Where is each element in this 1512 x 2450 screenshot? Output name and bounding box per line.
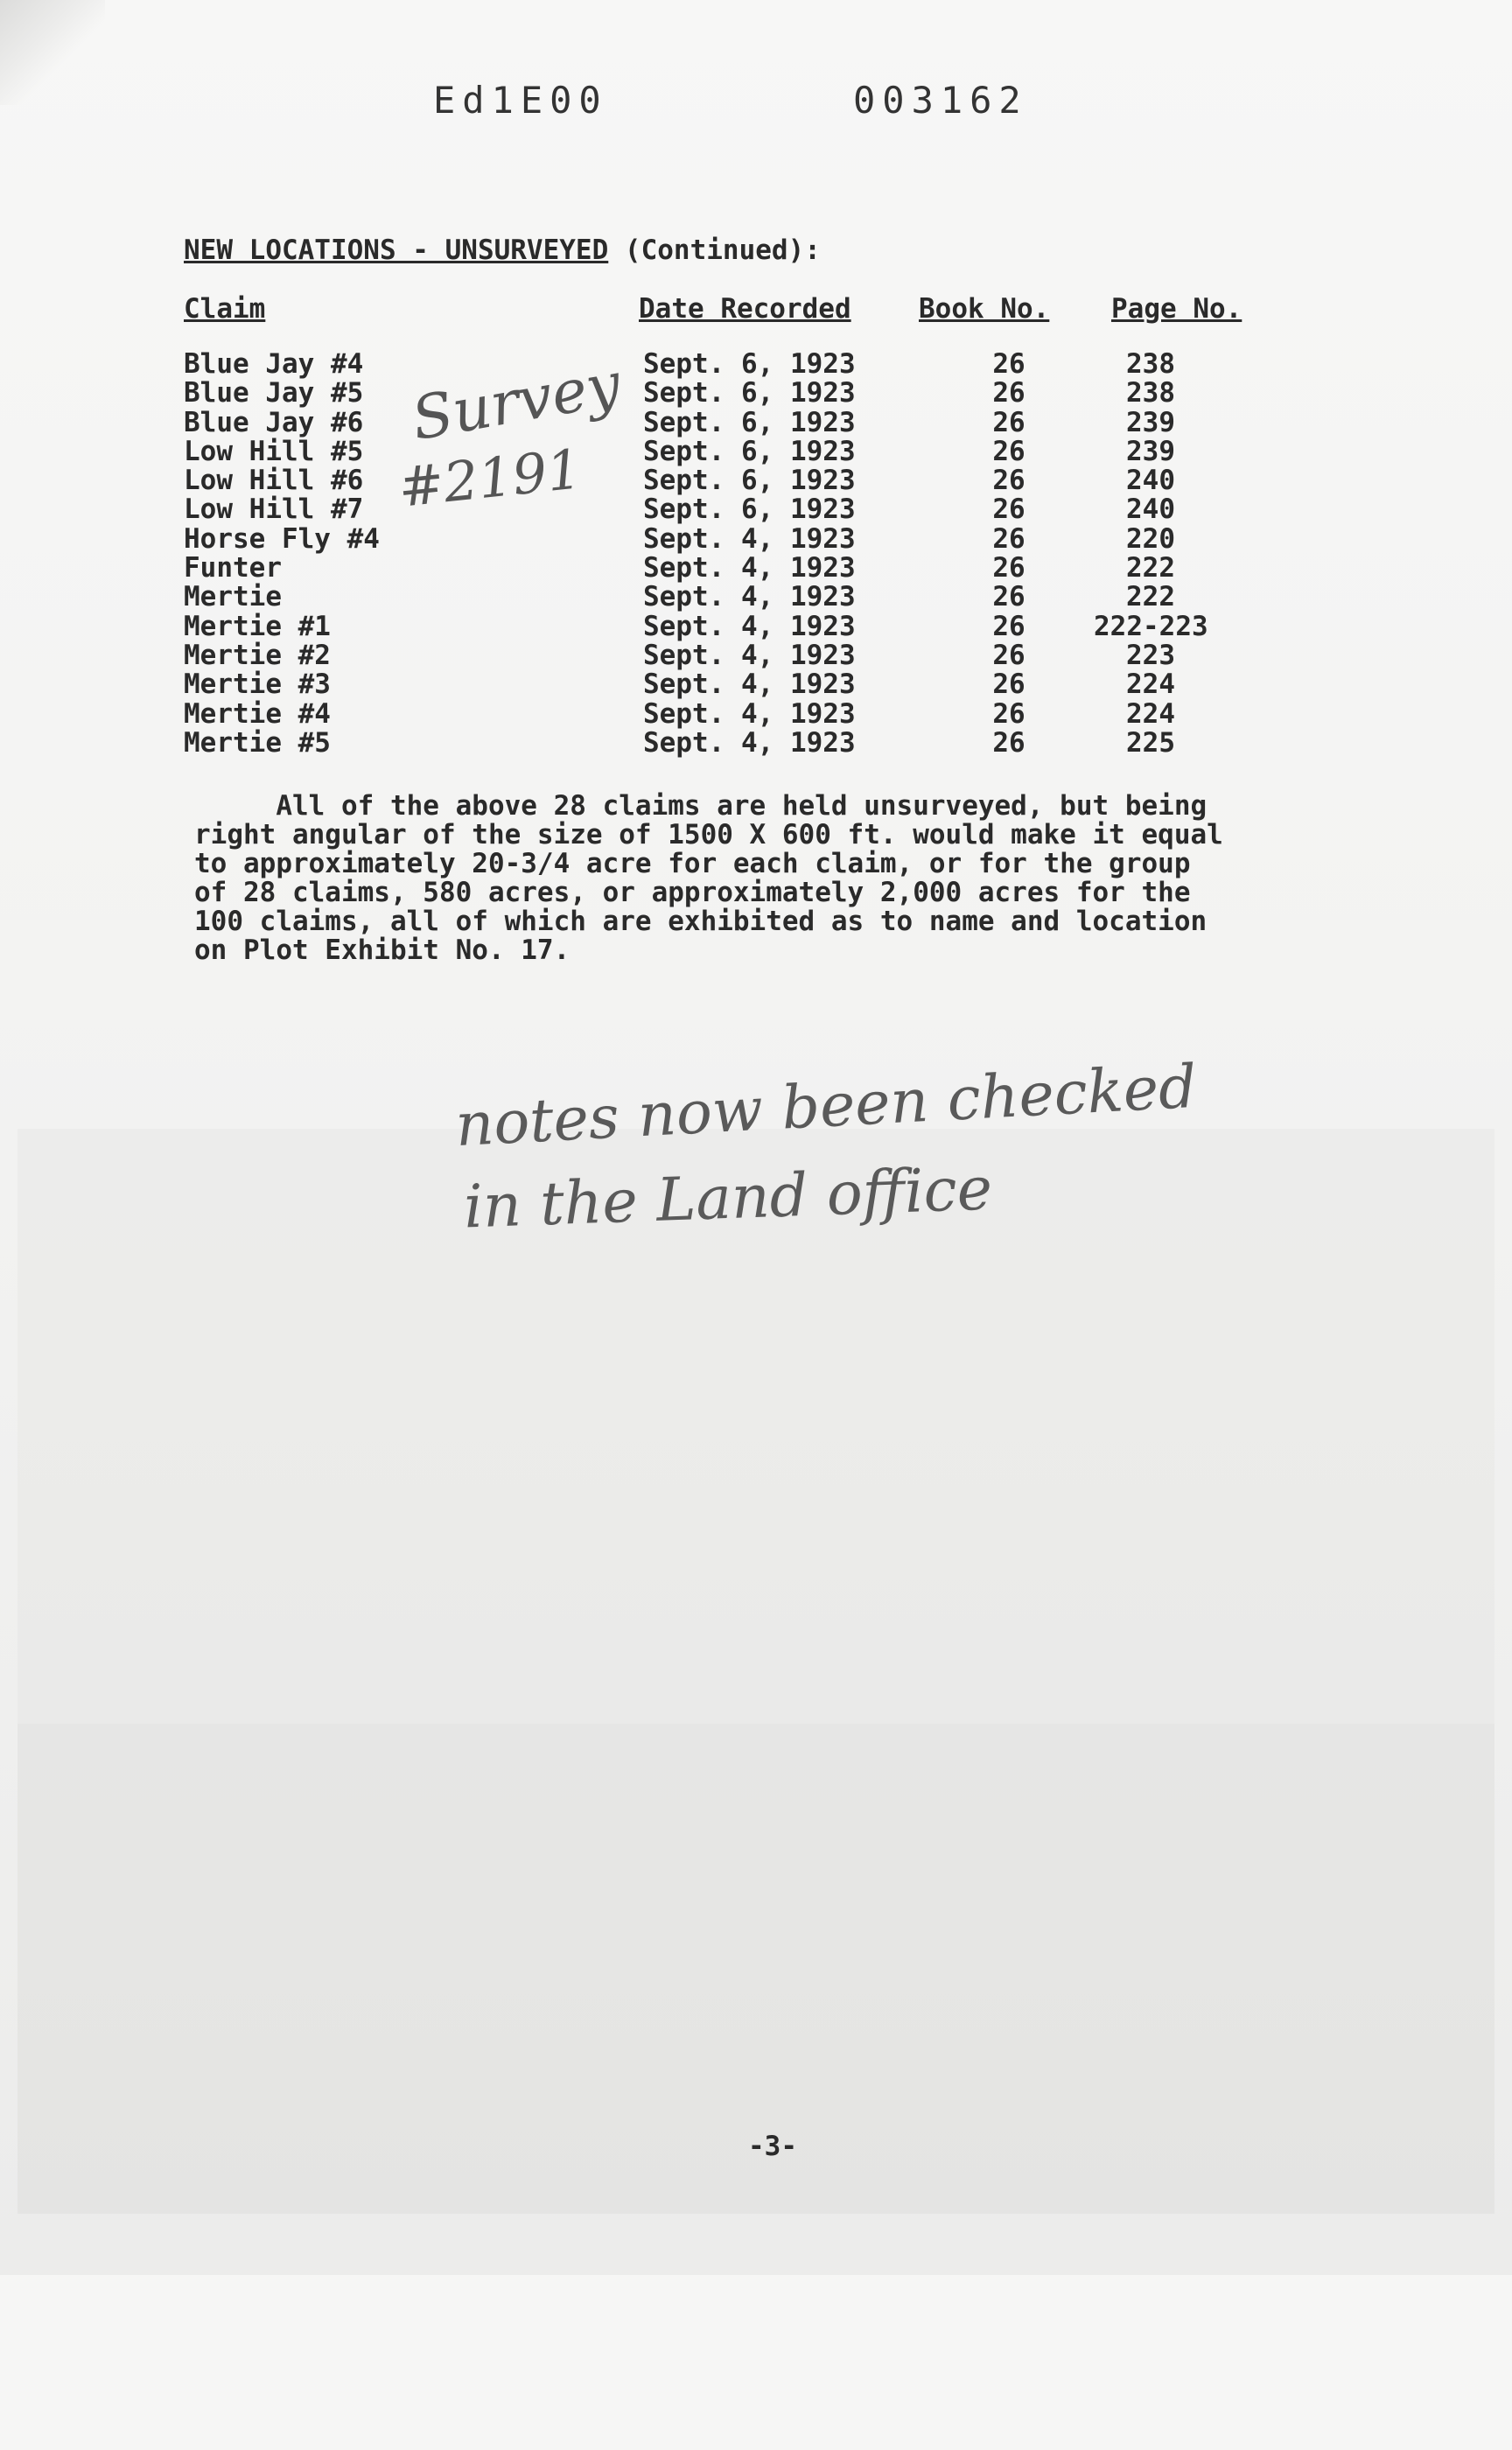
date-cell: Sept. 4, 1923 xyxy=(643,726,856,759)
page-cell: 238 xyxy=(1126,377,1175,410)
book-cell: 26 xyxy=(992,494,1026,526)
book-cell: 26 xyxy=(992,377,1026,410)
page-cell: 224 xyxy=(1126,668,1175,701)
book-cell: 26 xyxy=(992,348,1026,380)
table-row xyxy=(184,641,1321,670)
claim-cell: Mertie #4 xyxy=(184,697,331,730)
claim-cell: Mertie #1 xyxy=(184,610,331,642)
book-cell: 26 xyxy=(992,465,1026,497)
claim-cell: Mertie #2 xyxy=(184,639,331,671)
date-cell: Sept. 6, 1923 xyxy=(643,406,856,438)
table-row xyxy=(184,435,1321,467)
book-cell: 26 xyxy=(992,726,1026,759)
date-cell: Sept. 4, 1923 xyxy=(643,668,856,701)
claim-cell: Mertie #5 xyxy=(184,726,331,759)
page-cell: 222 xyxy=(1126,552,1175,584)
page-cell: 223 xyxy=(1126,639,1175,671)
claim-cell: Mertie #3 xyxy=(184,668,331,701)
table-row xyxy=(184,379,1321,408)
date-cell: Sept. 4, 1923 xyxy=(643,581,856,613)
claim-cell: Mertie xyxy=(184,581,282,613)
date-cell: Sept. 4, 1923 xyxy=(643,552,856,584)
section-heading-title: NEW LOCATIONS - UNSURVEYED xyxy=(184,234,609,266)
claim-cell: Horse Fly #4 xyxy=(184,522,380,555)
table-row xyxy=(184,583,1321,612)
date-cell: Sept. 6, 1923 xyxy=(643,377,856,410)
document-code-right: 003162 xyxy=(853,79,1028,122)
table-row xyxy=(184,350,1321,379)
book-cell: 26 xyxy=(992,639,1026,671)
handwritten-survey-number: #2191 xyxy=(395,437,584,520)
claim-cell: Blue Jay #4 xyxy=(184,348,364,380)
document-code-left: Ed1E00 xyxy=(433,79,608,122)
paragraph-line: All of the above 28 claims are held unsurveyed, but being xyxy=(194,790,1208,822)
section-heading xyxy=(184,234,821,266)
paragraph-line: to approximately 20-3/4 acre for each claim, or for the group xyxy=(194,848,1191,879)
page-cell: 222 xyxy=(1126,581,1175,613)
paragraph-line: of 28 claims, 580 acres, or approximately 2,000 acres for the xyxy=(194,877,1191,908)
section-heading-suffix: (Continued): xyxy=(608,234,821,266)
page-cell: 239 xyxy=(1126,406,1175,438)
date-cell: Sept. 4, 1923 xyxy=(643,639,856,671)
table-row xyxy=(184,466,1321,495)
book-cell: 26 xyxy=(992,435,1026,467)
claims-table xyxy=(184,350,1321,758)
summary-paragraph xyxy=(194,792,1332,965)
column-header-page: Page No. xyxy=(1111,293,1242,325)
page-bottom-margin xyxy=(0,2275,1512,2450)
table-row xyxy=(184,670,1321,699)
table-row xyxy=(184,522,1321,555)
claim-cell: Blue Jay #5 xyxy=(184,377,364,410)
page-cell: 222-223 xyxy=(1094,610,1208,642)
handwritten-survey-note: Survey xyxy=(406,349,626,455)
page-cell: 225 xyxy=(1126,726,1175,759)
paragraph-line: on Plot Exhibit No. 17. xyxy=(194,934,570,966)
claim-cell: Blue Jay #6 xyxy=(184,406,364,438)
date-cell: Sept. 4, 1923 xyxy=(643,610,856,642)
table-row xyxy=(184,726,1321,759)
date-cell: Sept. 4, 1923 xyxy=(643,697,856,730)
page-cell: 220 xyxy=(1126,522,1175,555)
handwritten-note-line-2: in the Land office xyxy=(462,1154,994,1242)
page-cell: 240 xyxy=(1126,465,1175,497)
book-cell: 26 xyxy=(992,552,1026,584)
book-cell: 26 xyxy=(992,668,1026,701)
date-cell: Sept. 6, 1923 xyxy=(643,465,856,497)
folded-corner xyxy=(0,0,105,105)
page-cell: 238 xyxy=(1126,348,1175,380)
table-row xyxy=(184,554,1321,583)
claim-cell: Low Hill #6 xyxy=(184,465,364,497)
table-row xyxy=(184,495,1321,524)
table-row xyxy=(184,406,1321,438)
claim-cell: Low Hill #5 xyxy=(184,435,364,467)
table-row xyxy=(184,697,1321,730)
page-cell: 239 xyxy=(1126,435,1175,467)
book-cell: 26 xyxy=(992,697,1026,730)
date-cell: Sept. 6, 1923 xyxy=(643,435,856,467)
paragraph-line: 100 claims, all of which are exhibited as to name and location xyxy=(194,906,1208,937)
claim-cell: Funter xyxy=(184,552,282,584)
handwritten-note-line-1: notes now been checked xyxy=(453,1052,1199,1161)
claim-cell: Low Hill #7 xyxy=(184,494,364,526)
book-cell: 26 xyxy=(992,522,1026,555)
column-header-claim: Claim xyxy=(184,293,266,325)
table-row xyxy=(184,612,1321,641)
date-cell: Sept. 6, 1923 xyxy=(643,348,856,380)
date-cell: Sept. 6, 1923 xyxy=(643,494,856,526)
date-cell: Sept. 4, 1923 xyxy=(643,522,856,555)
book-cell: 26 xyxy=(992,406,1026,438)
column-header-date: Date Recorded xyxy=(639,293,851,325)
column-header-book: Book No. xyxy=(919,293,1050,325)
page-number: -3- xyxy=(748,2131,797,2162)
paragraph-line: right angular of the size of 1500 X 600 ft. would make it equal xyxy=(194,819,1223,850)
page-cell: 240 xyxy=(1126,494,1175,526)
page-cell: 224 xyxy=(1126,697,1175,730)
book-cell: 26 xyxy=(992,581,1026,613)
book-cell: 26 xyxy=(992,610,1026,642)
